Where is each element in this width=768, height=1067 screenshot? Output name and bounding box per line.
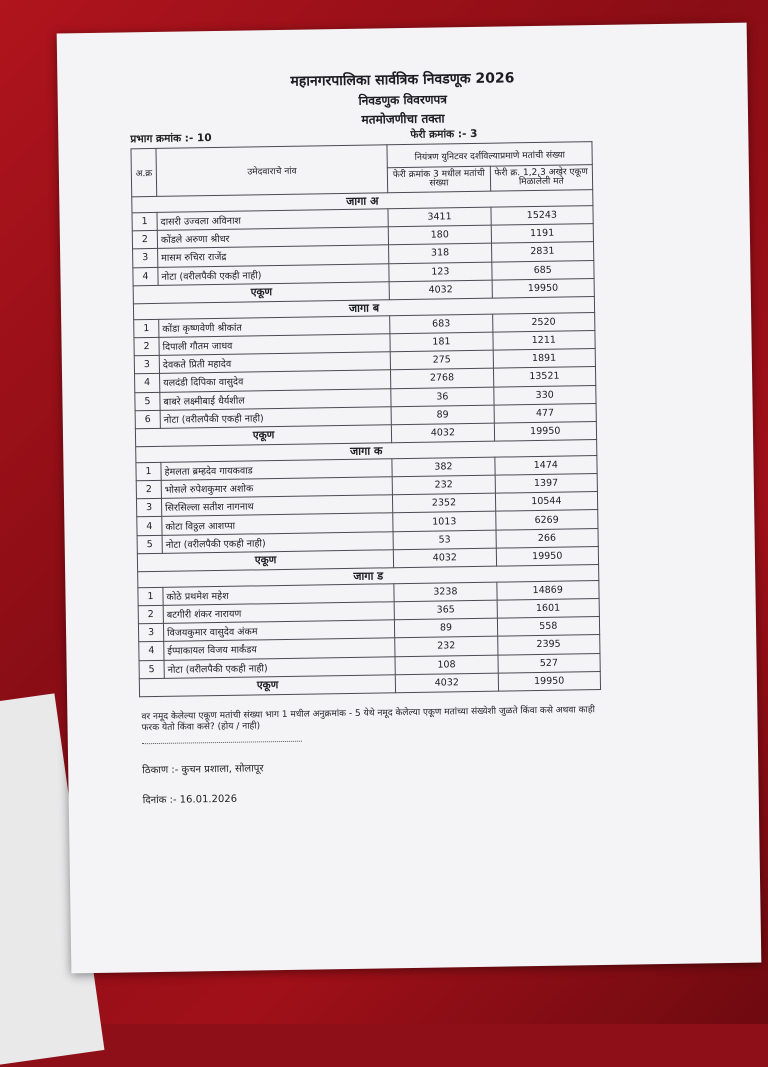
row-name: कोटा विठ्ठल आशप्पा <box>162 513 394 535</box>
document-subtitle: निवडणुक विवरणपत्र <box>358 92 448 108</box>
section-title: जागा क <box>136 439 597 462</box>
header-round-votes: फेरी क्रमांक 3 मधील मतांची संख्या <box>388 166 491 193</box>
row-round: 275 <box>390 350 493 370</box>
row-total: 527 <box>498 653 601 673</box>
row-round: 3238 <box>394 582 497 602</box>
row-round: 180 <box>388 225 491 245</box>
row-round: 382 <box>392 457 495 477</box>
signature-dotted-line <box>142 741 302 745</box>
row-total: 2831 <box>491 242 594 262</box>
row-round: 36 <box>391 387 494 407</box>
row-round: 2768 <box>391 368 494 388</box>
row-total: 15243 <box>491 206 594 226</box>
row-total: 1601 <box>497 599 600 619</box>
row-total: 330 <box>493 385 596 405</box>
section-title: जागा अ <box>132 190 593 213</box>
header-votes-group: नियंत्रण युनिटवर दर्शविल्याप्रमाणे मतांची संख्या <box>387 142 592 168</box>
row-round: 365 <box>394 600 497 620</box>
row-sr: 6 <box>135 410 160 429</box>
row-name: बाबरे लक्ष्मीबाई धैर्यशील <box>160 388 392 410</box>
row-sr: 1 <box>136 462 161 481</box>
row-sr: 2 <box>132 231 157 250</box>
date-text: दिनांक :- 16.01.2026 <box>142 793 238 807</box>
row-name: कोठे प्रथमेश महेश <box>163 584 395 606</box>
row-name: दिपाली गौतम जाधव <box>159 334 391 356</box>
results-table <box>130 141 601 697</box>
verification-note: वर नमूद केलेल्या एकूण मतांची संख्या भाग 1 मधील अनुक्रमांक - 5 येथे नमूद केलेल्या एकूण मतांच्या संख्येशी जुळते किंवा कसे अथवा काही फरक येतो किंवा कसे? (होय / नाही) <box>141 705 595 734</box>
total-cumulative: 19950 <box>496 546 599 566</box>
total-round: 4032 <box>389 280 492 300</box>
row-total: 14869 <box>496 580 599 600</box>
row-sr: 3 <box>134 356 159 375</box>
row-round: 1013 <box>393 512 496 532</box>
ward-number: प्रभाग क्रमांक :- 10 <box>130 132 212 146</box>
row-sr: 5 <box>137 535 162 554</box>
row-name: नोटा (वरीलपैकी एकही नाही) <box>164 656 396 678</box>
row-sr: 1 <box>138 587 163 606</box>
venue-text: ठिकाण :- कुचन प्रशाला, सोलापूर <box>142 763 264 777</box>
row-sr: 2 <box>134 337 159 356</box>
row-total: 6269 <box>495 510 598 530</box>
row-name: मासम रुचिरा राजेंद्र <box>158 245 390 267</box>
row-name: कोंडले अरुणा श्रीधर <box>157 227 389 249</box>
row-round: 108 <box>395 655 498 675</box>
row-round: 53 <box>393 530 496 550</box>
header-cumulative: फेरी क्र. 1,2,3 अखेर एकूण मिळालेली मते <box>490 165 593 192</box>
row-total: 2395 <box>497 635 600 655</box>
row-sr: 4 <box>133 267 158 286</box>
row-round: 3411 <box>388 207 491 227</box>
row-total: 477 <box>494 403 597 423</box>
row-sr: 4 <box>139 642 164 661</box>
row-name: हेमलता ब्रम्हदेव गायकवाड <box>161 459 393 481</box>
header-name: उमेदवाराचे नांव <box>156 145 388 197</box>
row-sr: 3 <box>133 249 158 268</box>
row-name: विजयकुमार वासुदेव अंकम <box>163 620 395 642</box>
row-name: नोटा (वरीलपैकी एकही नाही) <box>158 263 390 285</box>
row-name: यलदंडी दिपिका वासुदेव <box>160 370 392 392</box>
round-number: फेरी क्रमांक :- 3 <box>410 127 478 141</box>
row-total: 1211 <box>492 330 595 350</box>
row-round: 318 <box>389 244 492 264</box>
row-sr: 2 <box>138 605 163 624</box>
total-label: एकूण <box>133 282 390 304</box>
row-total: 10544 <box>495 492 598 512</box>
total-cumulative: 19950 <box>494 421 597 441</box>
total-round: 4032 <box>394 548 497 568</box>
row-sr: 4 <box>137 517 162 536</box>
row-total: 1474 <box>494 455 597 475</box>
row-total: 266 <box>496 528 599 548</box>
row-round: 123 <box>389 262 492 282</box>
row-total: 558 <box>497 617 600 637</box>
total-cumulative: 19950 <box>492 278 595 298</box>
row-name: ईप्पाकायल विजय मार्कंडय <box>164 638 396 660</box>
row-sr: 5 <box>139 660 164 679</box>
row-total: 1191 <box>491 224 594 244</box>
section-title: जागा ड <box>138 564 599 587</box>
row-total: 13521 <box>493 367 596 387</box>
row-total: 685 <box>491 260 594 280</box>
row-name: नोटा (वरीलपैकी एकही नाही) <box>160 406 392 428</box>
row-total: 1891 <box>493 349 596 369</box>
row-name: बटगीरी शंकर नारायण <box>163 602 395 624</box>
row-round: 89 <box>391 405 494 425</box>
row-sr: 4 <box>135 374 160 393</box>
row-name: सिरसिल्ला सतीश नागनाथ <box>161 495 393 517</box>
total-label: एकूण <box>137 550 394 572</box>
row-round: 683 <box>390 314 493 334</box>
row-sr: 5 <box>135 392 160 411</box>
row-name: देवकते प्रिती महादेव <box>159 352 391 374</box>
total-round: 4032 <box>392 423 495 443</box>
row-sr: 3 <box>136 499 161 518</box>
row-round: 232 <box>392 475 495 495</box>
total-label: एकूण <box>139 674 396 696</box>
document-subtitle-2: मतमोजणीचा तक्ता <box>361 111 445 127</box>
row-round: 181 <box>390 332 493 352</box>
row-name: भोसले रुपेशकुमार अशोक <box>161 477 393 499</box>
row-sr: 2 <box>136 480 161 499</box>
total-label: एकूण <box>135 425 392 447</box>
row-name: दासरी उज्वला अविनाश <box>157 209 389 231</box>
row-name: नोटा (वरीलपैकी एकही नाही) <box>162 531 394 553</box>
row-sr: 1 <box>134 319 159 338</box>
row-total: 1397 <box>495 474 598 494</box>
document-title: महानगरपालिका सार्वत्रिक निवडणूक 2026 <box>290 70 515 90</box>
section-title: जागा ब <box>133 296 594 319</box>
total-round: 4032 <box>396 673 499 693</box>
header-sr: अ.क्र <box>131 148 157 196</box>
total-cumulative: 19950 <box>498 671 601 691</box>
row-round: 232 <box>395 637 498 657</box>
row-total: 2520 <box>492 312 595 332</box>
row-round: 89 <box>395 618 498 638</box>
row-round: 2352 <box>393 493 496 513</box>
row-sr: 3 <box>138 624 163 643</box>
row-name: कोंडा कृष्णवेणी श्रीकांत <box>159 316 391 338</box>
result-sheet <box>57 23 762 974</box>
row-sr: 1 <box>132 212 157 231</box>
